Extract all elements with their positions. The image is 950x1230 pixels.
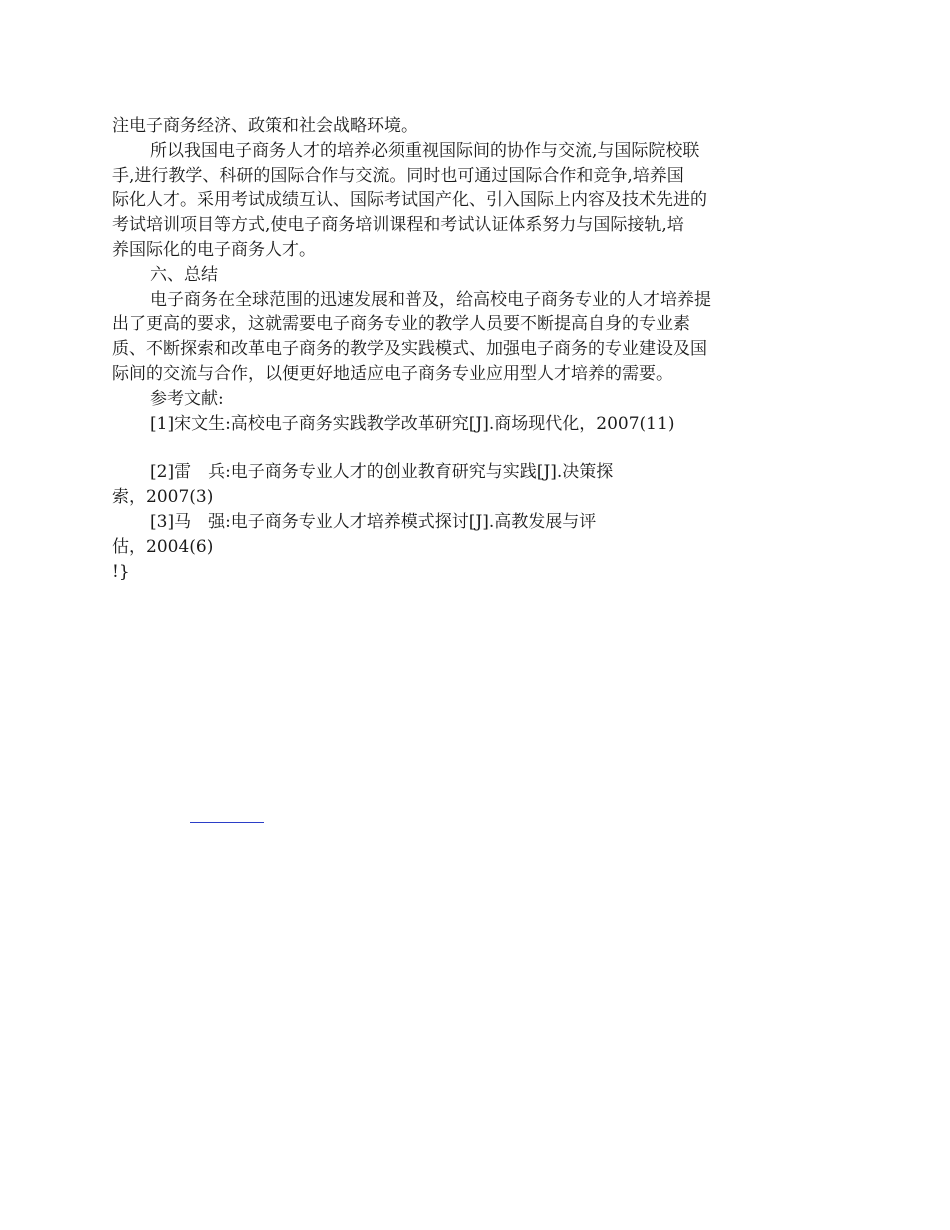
reference-item-continuation: 索，2007(3): [112, 487, 214, 508]
paragraph-line: 手,进行教学、科研的国际合作与交流。同时也可通过国际合作和竞争,培养国: [112, 165, 684, 186]
blank-line: [112, 436, 772, 460]
document-body: [112, 114, 772, 584]
paragraph-line: 养国际化的电子商务人才。: [112, 239, 316, 260]
hyperlink-underline[interactable]: [190, 822, 264, 823]
paragraph-line: 电子商务在全球范围的迅速发展和普及，给高校电子商务专业的人才培养提: [150, 289, 711, 310]
paragraph-line: 注电子商务经济、政策和社会战略环境。: [112, 116, 418, 136]
reference-item: [1]宋文生:高校电子商务实践教学改革研究[J].商场现代化，2007(11): [150, 413, 675, 434]
paragraph-line: 际化人才。采用考试成绩互认、国际考试国产化、引入国际上内容及技术先进的: [112, 190, 707, 211]
reference-item: [3]马 强:电子商务专业人才培养模式探讨[J].高教发展与评: [150, 511, 597, 532]
paragraph-line: 出了更高的要求，这就需要电子商务专业的教学人员要不断提高自身的专业素: [112, 314, 690, 335]
references-heading: 参考文献:: [150, 388, 224, 409]
paragraph-line: 考试培训项目等方式,使电子商务培训课程和考试认证体系努力与国际接轨,培: [112, 215, 684, 236]
section-heading: 六、总结: [150, 264, 218, 285]
stray-characters: !}: [112, 561, 130, 582]
paragraph-line: 所以我国电子商务人才的培养必须重视国际间的协作与交流,与国际院校联: [150, 140, 700, 161]
reference-item-continuation: 估，2004(6): [112, 536, 214, 557]
paragraph-line: 质、不断探索和改革电子商务的教学及实践模式、加强电子商务的专业建设及国: [112, 339, 707, 360]
reference-item: [2]雷 兵:电子商务专业人才的创业教育研究与实践[J].决策探: [150, 462, 614, 483]
paragraph-line: 际间的交流与合作，以便更好地适应电子商务专业应用型人才培养的需要。: [112, 363, 673, 384]
